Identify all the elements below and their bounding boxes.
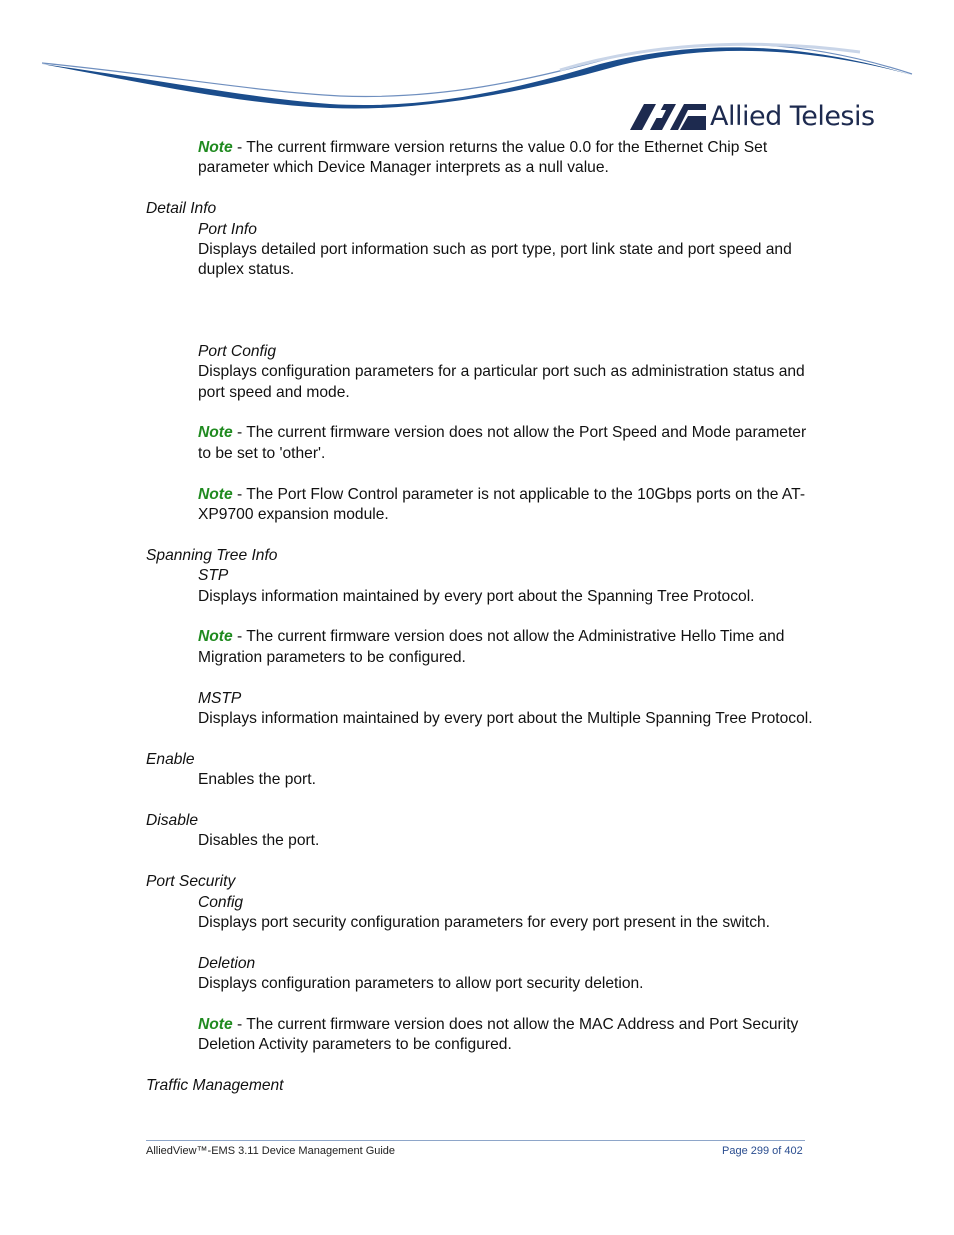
note-label: Note [198, 628, 233, 646]
note-label: Note [198, 424, 233, 442]
port-config-note-1 [0, 423, 954, 464]
disable-text: Disables the port. [198, 832, 320, 850]
stp-text: Displays information maintained by every port about the Spanning Tree Protocol. [198, 587, 755, 605]
section-heading-traffic-management: Traffic Management [146, 1077, 284, 1095]
deletion-note [0, 1015, 954, 1056]
section-heading-port-security: Port Security [146, 873, 236, 891]
mstp-text: Displays information maintained by every port about the Multiple Spanning Tree Protocol. [198, 710, 813, 728]
subheading-stp: STP [198, 567, 229, 585]
deletion-text: Displays configuration parameters to allow port security deletion. [198, 975, 644, 993]
note-label: Note [198, 1016, 233, 1034]
logo-mark-icon [630, 104, 706, 130]
footer-title: AlliedView™-EMS 3.11 Device Management Guide [146, 1145, 396, 1157]
port-config-text: Displays configuration parameters for a particular port such as administration status and port speed and mode. [198, 363, 805, 401]
note-label: Note [198, 485, 233, 503]
subheading-deletion: Deletion [198, 954, 256, 972]
subheading-mstp: MSTP [198, 689, 242, 707]
subheading-port-config: Port Config [198, 342, 277, 360]
footer-page-number: Page 299 of 402 [722, 1145, 803, 1157]
subheading-config: Config [198, 893, 244, 911]
stp-note [0, 627, 954, 668]
section-heading-enable: Enable [146, 750, 195, 768]
footer-divider [146, 1140, 805, 1141]
document-body [0, 138, 954, 1097]
note-text: - The current firmware version does not allow the Administrative Hello Time and Migration parameters to be configured. [198, 628, 785, 666]
port-config-note-2 [0, 485, 954, 526]
top-note [0, 138, 954, 179]
note-label: Note [198, 139, 233, 156]
logo-text: Allied Telesis [710, 101, 875, 132]
enable-text: Enables the port. [198, 771, 316, 789]
note-text: - The current firmware version returns the value 0.0 for the Ethernet Chip Set parameter which Device Manager interprets as a null value. [198, 139, 768, 177]
note-text: - The current firmware version does not allow the MAC Address and Port Security Deletion Activity parameters to be configured. [198, 1016, 799, 1054]
note-text: - The current firmware version does not allow the Port Speed and Mode parameter to be set to 'other'. [198, 424, 807, 462]
section-heading-disable: Disable [146, 812, 199, 830]
config-text: Displays port security configuration parameters for every port present in the switch. [198, 914, 771, 932]
note-text: - The Port Flow Control parameter is not applicable to the 10Gbps ports on the AT-XP9700 expansion module. [198, 485, 806, 524]
allied-telesis-logo [630, 100, 875, 134]
subheading-port-info: Port Info [198, 220, 257, 238]
port-info-text: Displays detailed port information such as port type, port link state and port speed and duplex status. [198, 241, 792, 279]
section-heading-detail-info: Detail Info [146, 200, 217, 218]
section-heading-spanning-tree: Spanning Tree Info [146, 546, 278, 564]
